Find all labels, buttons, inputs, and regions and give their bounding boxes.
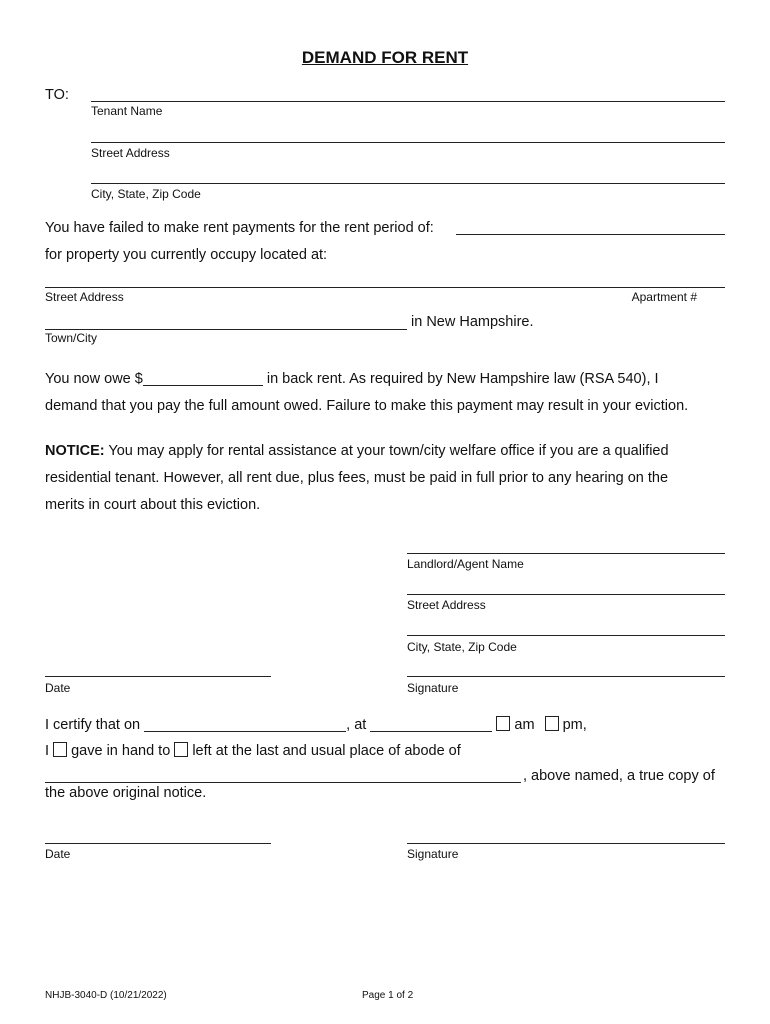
i-label: I — [45, 743, 50, 759]
page-title: DEMAND FOR RENT — [301, 48, 469, 67]
gave-label: gave in hand to — [71, 743, 171, 759]
notice-text-1: You may apply for rental assistance at your town/city welfare office if you are a qualified — [108, 443, 669, 459]
tenant-street-label: Street Address — [91, 146, 170, 160]
signature-field[interactable] — [407, 676, 725, 677]
left-at-abode-checkbox[interactable] — [174, 742, 188, 757]
cert-signature-field[interactable] — [407, 843, 725, 844]
am-checkbox[interactable] — [496, 716, 510, 731]
apartment-label: Apartment # — [631, 290, 697, 304]
landlord-city-label: City, State, Zip Code — [407, 640, 517, 654]
cert-date-label: Date — [45, 847, 71, 861]
tenant-name-label: Tenant Name — [91, 104, 163, 118]
property-street-label: Street Address — [45, 290, 124, 304]
date-label: Date — [45, 681, 71, 695]
tenant-street-field[interactable] — [91, 142, 725, 143]
rent-period-field[interactable] — [456, 234, 725, 235]
date-field[interactable] — [45, 676, 271, 677]
pm-checkbox[interactable] — [545, 716, 559, 731]
tenant-city-field[interactable] — [91, 183, 725, 184]
owe-line — [45, 371, 659, 387]
page-number: Page 1 of 2 — [362, 990, 414, 1001]
certify-at: , at — [346, 717, 367, 733]
notice-line-2: residential tenant. However, all rent due, plus fees, must be paid in full prior to any hearing on the — [45, 470, 669, 486]
owe-suffix: in back rent. As required by New Hampshire law (RSA 540), I — [266, 371, 659, 387]
town-city-label: Town/City — [45, 331, 98, 345]
notice-line-3: merits in court about this eviction. — [45, 497, 261, 513]
tenant-city-label: City, State, Zip Code — [91, 187, 201, 201]
pm-label: pm, — [562, 717, 587, 733]
owe-amount-field[interactable] — [143, 371, 263, 386]
property-text: for property you currently occupy located at: — [45, 247, 328, 263]
certify-line — [45, 716, 587, 733]
town-city-field[interactable] — [45, 329, 407, 330]
cert-signature-label: Signature — [407, 847, 459, 861]
original-notice-text: the above original notice. — [45, 785, 207, 801]
property-street-field[interactable] — [45, 287, 725, 288]
certify-time-field[interactable] — [370, 717, 492, 732]
left-label: left at the last and usual place of abode of — [192, 743, 461, 759]
landlord-city-field[interactable] — [407, 635, 725, 636]
notice-label: NOTICE: — [45, 443, 105, 459]
cert-date-field[interactable] — [45, 843, 271, 844]
failed-text: You have failed to make rent payments for the rent period of: — [45, 220, 434, 236]
gave-in-hand-checkbox[interactable] — [53, 742, 67, 757]
tenant-name-field[interactable] — [91, 101, 725, 102]
in-nh-text: in New Hampshire. — [411, 314, 534, 330]
landlord-name-field[interactable] — [407, 553, 725, 554]
landlord-name-label: Landlord/Agent Name — [407, 557, 524, 571]
above-named-text: , above named, a true copy of — [523, 768, 715, 784]
owe-line-2: demand that you pay the full amount owed. Failure to make this payment may result in your eviction. — [45, 398, 689, 414]
notice-line-1 — [45, 443, 669, 459]
landlord-street-field[interactable] — [407, 594, 725, 595]
recipient-name-field[interactable] — [45, 782, 521, 783]
owe-prefix: You now owe $ — [45, 371, 143, 387]
signature-label: Signature — [407, 681, 459, 695]
landlord-street-label: Street Address — [407, 598, 486, 612]
to-label: TO: — [45, 87, 69, 103]
certify-date-field[interactable] — [144, 717, 346, 732]
delivery-line — [45, 742, 461, 759]
am-label: am — [514, 717, 535, 733]
certify-prefix: I certify that on — [45, 717, 141, 733]
form-id: NHJB-3040-D (10/21/2022) — [45, 990, 167, 1001]
